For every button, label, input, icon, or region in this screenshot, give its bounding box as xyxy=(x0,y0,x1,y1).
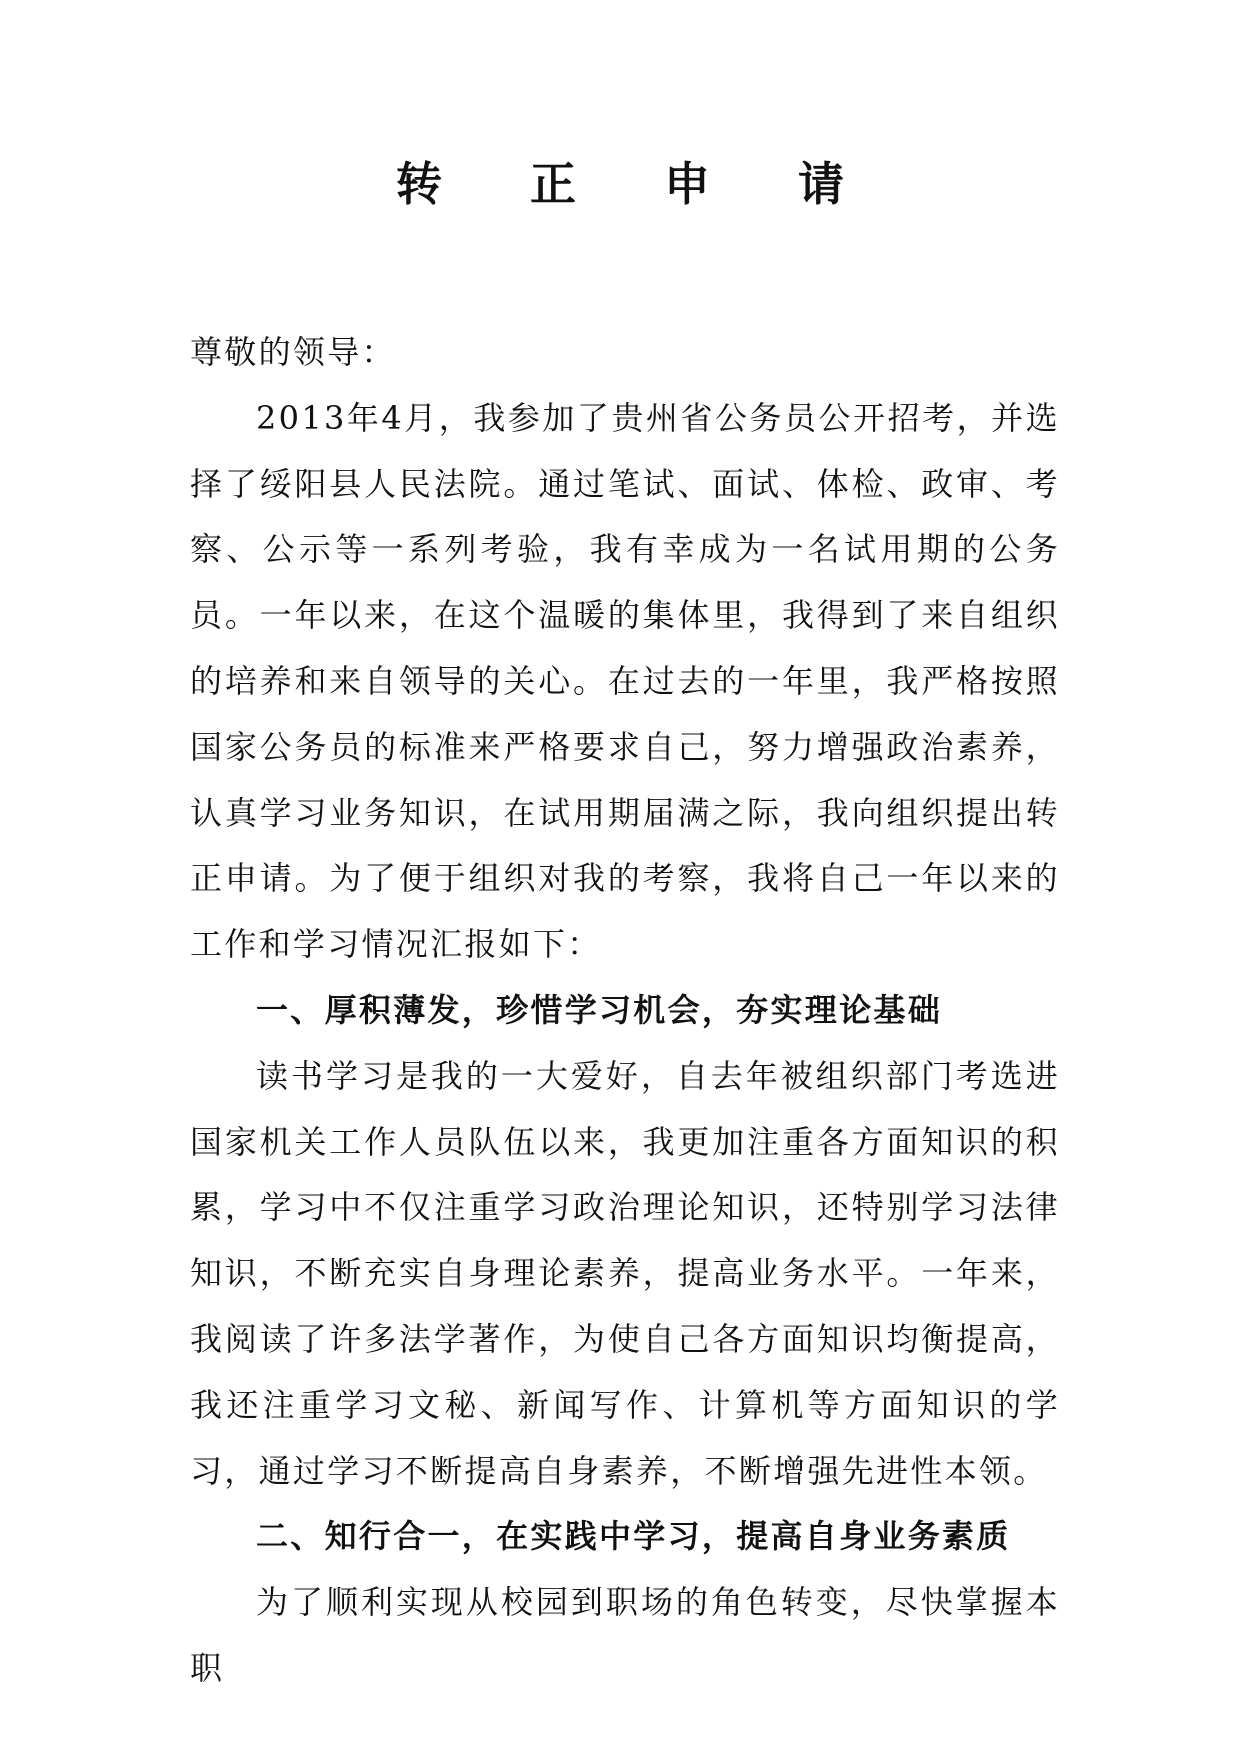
paragraph-study: 读书学习是我的一大爱好，自去年被组织部门考选进国家机关工作人员队伍以来，我更加注重各方面知识的积累，学习中不仅注重学习政治理论知识，还特别学习法律知识，不断充实自身理论素养，提高业务水平。一年来，我阅读了许多法学著作，为使自己各方面知识均衡提高，我还注重学习文秘、新闻写作、计算机等方面知识的学习，通过学习不断提高自身素养，不断增强先进性本领。 xyxy=(190,1056,1060,1490)
section-heading-2: 二、知行合一，在实践中学习，提高自身业务素质 xyxy=(256,1517,1011,1556)
section-heading-1: 一、厚积薄发，珍惜学习机会，夯实理论基础 xyxy=(256,990,943,1029)
salutation: 尊敬的领导： xyxy=(190,333,396,371)
document-title: 转 正 申 请 xyxy=(395,157,881,211)
document-body xyxy=(190,320,1060,1702)
paragraph-practice: 为了顺利实现从校园到职场的角色转变，尽快掌握本职 xyxy=(190,1583,1060,1687)
paragraph-intro: 2013年4月，我参加了贵州省公务员公开招考，并选择了绥阳县人民法院。通过笔试、面试、体检、政审、考察、公示等一系列考验，我有幸成为一名试用期的公务员。一年以来，在这个温暖的集体里，我得到了来自组织的培养和来自领导的关心。在过去的一年里，我严格按照国家公务员的标准来严格要求自己，努力增强政治素养，认真学习业务知识，在试用期届满之际，我向组织提出转正申请。为了便于组织对我的考察，我将自己一年以来的工作和学习情况汇报如下： xyxy=(190,398,1060,964)
